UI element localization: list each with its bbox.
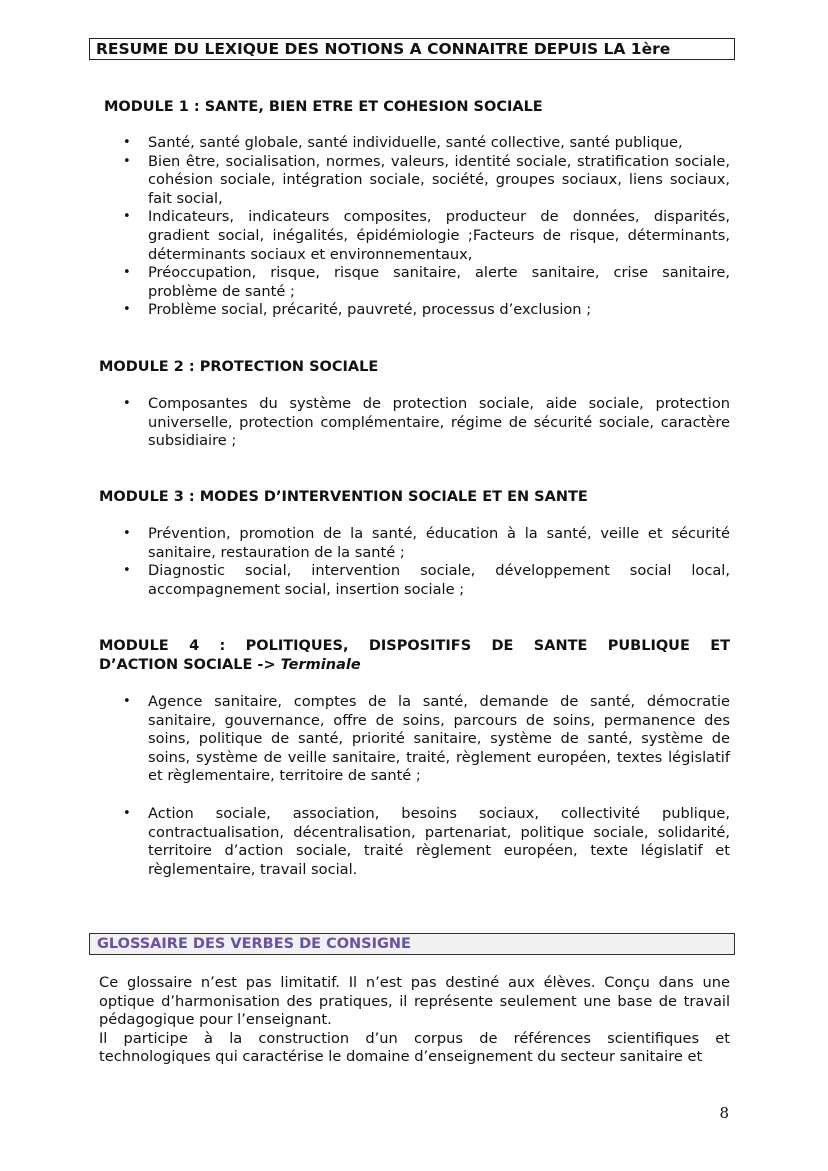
list-item: • Action sociale, association, besoins sociaux, collectivité publique, contractualisation, décentralisation, partenariat, politique sociale, solidarité, territoire d’action sociale, traité règlement européen, texte législatif et règlementaire, travail social. — [148, 805, 730, 879]
glossary-paragraph: Ce glossaire n’est pas limitatif. Il n’est pas destiné aux élèves. Conçu dans une optique d’harmonisation des pratiques, il représente seulement une base de travail pédagogique pour l’enseignant. — [99, 974, 730, 1029]
module-4-title-line2-text: D’ACTION SOCIALE -> — [99, 657, 276, 673]
module-2-list — [148, 395, 730, 451]
list-item: • Préoccupation, risque, risque sanitaire, alerte sanitaire, crise sanitaire, problème de santé ; — [148, 264, 730, 301]
module-4-list — [148, 693, 730, 879]
module-3-list — [148, 525, 730, 599]
list-item: • Bien être, socialisation, normes, valeurs, identité sociale, stratification sociale, cohésion sociale, intégration sociale, société, groupes sociaux, liens sociaux, fait social, — [148, 153, 730, 209]
module-1-title: MODULE 1 : SANTE, BIEN ETRE ET COHESION SOCIALE — [104, 99, 543, 115]
module-4-terminale-label: Terminale — [280, 657, 361, 673]
module-3-title: MODULE 3 : MODES D’INTERVENTION SOCIALE ET EN SANTE — [99, 489, 588, 505]
list-item: • Agence sanitaire, comptes de la santé, demande de santé, démocratie sanitaire, gouvernance, offre de soins, parcours de soins, permanence des soins, politique de santé, priorité sanitaire, système de santé, système de soins, système de veille sanitaire, traité, règlement européen, textes législatif et règlementaire, territoire de santé ; — [148, 693, 730, 786]
module-2-title: MODULE 2 : PROTECTION SOCIALE — [99, 359, 379, 375]
glossary-paragraph: Il participe à la construction d’un corpus de références scientifiques et technologiques qui caractérise le domaine d’enseignement du secteur sanitaire et — [99, 1029, 730, 1066]
module-4-title — [99, 637, 730, 675]
list-item: • Composantes du système de protection sociale, aide sociale, protection universelle, protection complémentaire, régime de sécurité sociale, caractère subsidiaire ; — [148, 395, 730, 451]
module-4-title-line2 — [99, 656, 730, 675]
module-1-list — [148, 134, 730, 320]
list-item: • Prévention, promotion de la santé, éducation à la santé, veille et sécurité sanitaire, restauration de la santé ; — [148, 525, 730, 562]
list-item: • Indicateurs, indicateurs composites, producteur de données, disparités, gradient social, inégalités, épidémiologie ;Facteurs de risque, déterminants, déterminants sociaux et environnementaux, — [148, 208, 730, 264]
list-item: • Diagnostic social, intervention sociale, développement social local, accompagnement social, insertion sociale ; — [148, 562, 730, 599]
glossary-text — [99, 974, 730, 1067]
page-number: 8 — [719, 1104, 729, 1122]
lexicon-summary-title: RESUME DU LEXIQUE DES NOTIONS A CONNAITRE DEPUIS LA 1ère — [89, 38, 735, 60]
list-item: • Santé, santé globale, santé individuelle, santé collective, santé publique, — [148, 134, 730, 153]
glossary-title: GLOSSAIRE DES VERBES DE CONSIGNE — [89, 933, 735, 955]
list-item: • Problème social, précarité, pauvreté, processus d’exclusion ; — [148, 301, 730, 320]
module-4-title-line1: MODULE 4 : POLITIQUES, DISPOSITIFS DE SANTE PUBLIQUE ET — [99, 638, 730, 654]
